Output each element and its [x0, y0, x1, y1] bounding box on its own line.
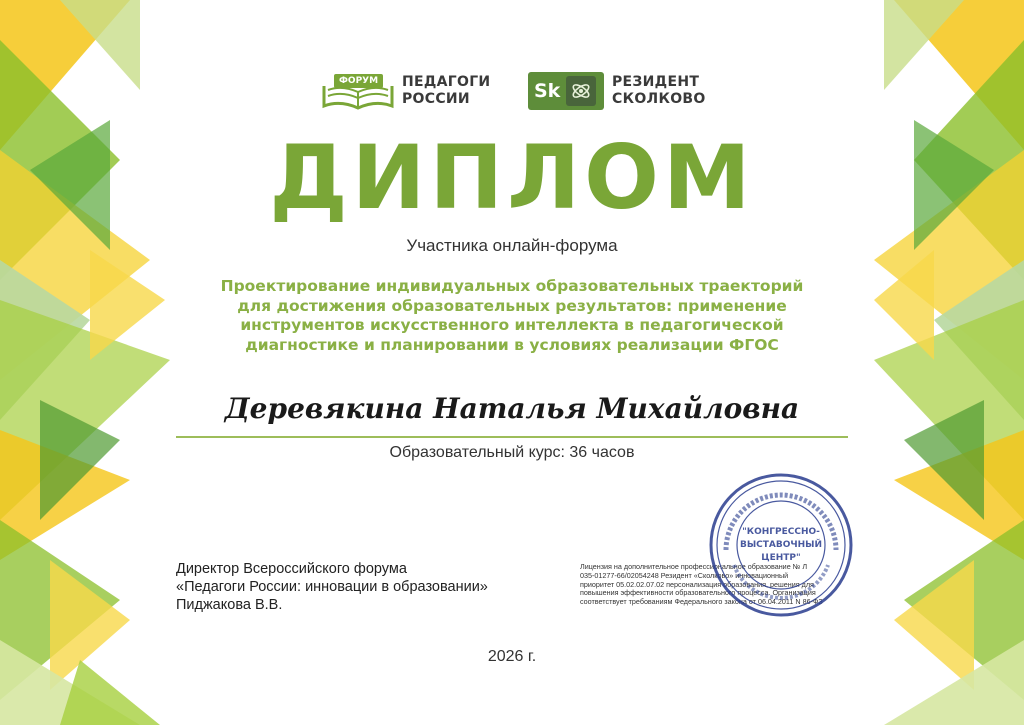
license-line: Лицензия на дополнительное профессиональное образование № Л	[580, 562, 808, 571]
open-book-icon	[320, 72, 396, 110]
forum-topic	[200, 277, 824, 355]
forum-logo	[320, 72, 490, 110]
skolkovo-logo-line1: РЕЗИДЕНТ	[612, 74, 700, 90]
svg-text:ЦЕНТР": ЦЕНТР"	[761, 553, 801, 563]
skolkovo-logo	[528, 72, 706, 110]
license-line: соответствует требованиям Федерального закона от 06.04.2011 N 86-ФЗ	[580, 597, 823, 607]
topic-line: Проектирование индивидуальных образовательных траекторий	[220, 277, 804, 295]
director-name: Пиджакова В.В.	[176, 597, 283, 613]
atom-icon	[566, 76, 596, 106]
director-line: «Педагоги России: инновации в образовании»	[176, 579, 488, 595]
svg-text:ВЫСТАВОЧНЫЙ: ВЫСТАВОЧНЫЙ	[739, 540, 823, 550]
director-signature-block	[176, 560, 488, 614]
license-line: приоритет 05.02.02.07.02 персонализация образования, решения для	[580, 579, 814, 589]
forum-tag: ФОРУМ	[334, 74, 383, 88]
topic-line: инструментов искусственного интеллекта в педагогической	[240, 316, 784, 334]
director-line: Директор Всероссийского форума	[176, 561, 407, 577]
topic-line: диагностике и планировании в условиях реализации ФГОС	[245, 335, 779, 354]
topic-line: для достижения образовательных результатов: применение	[237, 296, 787, 315]
skolkovo-mark	[528, 72, 604, 110]
right-decorative-pattern	[874, 0, 1024, 725]
license-line: 035-01277-66/02054248 Резидент «Сколково» инновационный	[580, 570, 789, 580]
skolkovo-logo-line2: СКОЛКОВО	[612, 91, 706, 107]
diploma-subtitle: Участника онлайн-форума	[406, 236, 618, 255]
name-underline	[176, 436, 848, 438]
skolkovo-mark-text: Sk	[534, 80, 561, 102]
issue-year: 2026 г.	[487, 648, 537, 665]
diploma-title: ДИПЛОМ	[269, 126, 755, 229]
forum-logo-line2: РОССИИ	[402, 91, 470, 107]
svg-text:"КОНГРЕССНО-: "КОНГРЕССНО-	[742, 527, 820, 537]
license-line: повышения эффективности образовательного процесса. Организация	[580, 588, 816, 598]
course-hours: Образовательный курс: 36 часов	[389, 444, 635, 461]
left-decorative-pattern	[0, 0, 180, 725]
official-stamp	[706, 470, 856, 620]
forum-logo-line1: ПЕДАГОГИ	[402, 74, 491, 90]
recipient-name: Деревякина Наталья Михайловна	[224, 392, 800, 425]
